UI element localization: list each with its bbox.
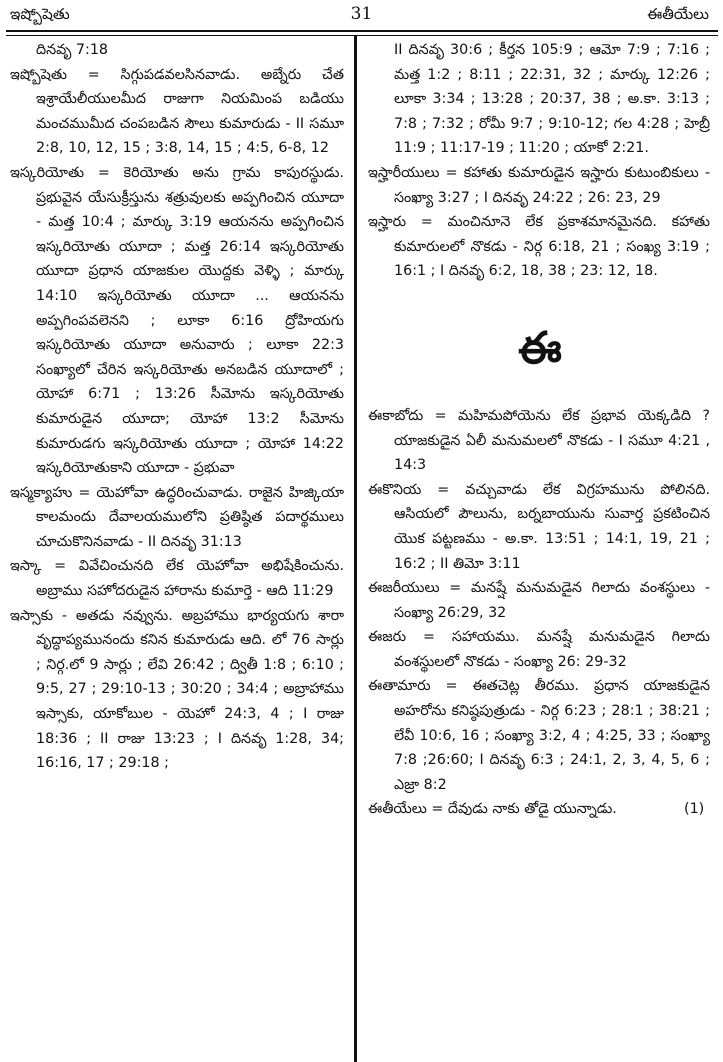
page-number: 31: [350, 4, 373, 24]
dictionary-entry: ఇస్కరియోతు = కెరియోతు అను గ్రామ కాపురస్థుడు. ప్రభువైన యేసుక్రీస్తును శత్రువులకు అప్పగించిన యూదా - మత్త 10:4 ; మార్కు 3:19 ఆయనను అప్పగించిన ఇస్కరియోతు యూదా ; మత్త 26:14 ఇస్కరియోతు యూదా ప్రధాన యాజకుల యొద్దకు వెళ్ళి ; మార్కు 14:10 ఇస్కరియోతు యూదా ... ఆయనను అప్పగింపవలెనని ; లూకా 6:16 ద్రోహియగు ఇస్కరియోతు యూదా అనువారు ; లూకా 22:3 సంఖ్యాలో చేరిన ఇస్కరియోతు అనబడిన యూదాలో ; యోహా 6:71 ; 13:26 సీమోను ఇస్కరియోతు కుమారుడైన యూదా; యోహా 13:2 సీమోను కుమారుడగు ఇస్కరియోతు యూదా ; యోహా 14:22 ఇస్కరియోతుకాని యూదా - ప్రభువా: [10, 164, 344, 477]
dictionary-entry-last: ఈతీయేలు = దేవుడు నాకు తోడై యున్నాడు. (1): [368, 801, 705, 818]
running-head-left: ఇష్బోషెతు: [10, 5, 70, 23]
dictionary-entry: ఇష్బోషెతు = సిగ్గుపడవలసినవాడు. అబ్నేరు చేత ఇశ్రాయేలీయులమీద రాజుగా నియమింప బడియు మంచముమీద చంపబడిన సౌలు కుమారుడు - II సమూ 2:8, 10, 12, 15 ; 3:8, 14, 15 ; 4:5, 6-8, 12: [10, 66, 344, 157]
header-rule-thin: [6, 35, 718, 36]
entry-continuation: దినవృ 7:18: [36, 42, 109, 58]
dictionary-entry: ఇస్హారీయులు = కహాతు కుమారుడైన ఇస్హారు కుటుంబికులు - సంఖ్యా 3:27 ; I దినవృ 24:22 ; 26: 23, 29: [368, 164, 710, 206]
section-letter-heading: ఈ: [518, 322, 560, 374]
running-head-right: ఈతీయేలు: [647, 5, 709, 23]
entry-text: ఈతీయేలు = దేవుడు నాకు తోడై యున్నాడు.: [368, 801, 617, 818]
dictionary-entry: ఈతామారు = ఈతచెట్ల తీరము. ప్రధాన యాజకుడైన అహరోను కనిష్ఠపుత్రుడు - నిర్గ 6:23 ; 28:1 ; 38:21 ; లేవీ 10:6, 16 ; సంఖ్యా 3:2, 4 ; 4:25, 33 ; సంఖ్యా 7:8 ;26:60; I దినవృ 6:3 ; 24:1, 2, 3, 4, 5, 6 ; ఎజ్రా 8:2: [368, 678, 710, 793]
dictionary-entry: ఈకాబోదు = మహిమపోయెను లేక ప్రభావ యెక్కడిది ? యాజకుడైన ఏలీ మనుమలలో నొకడు - I సమూ 4:21 , 14:3: [368, 407, 710, 474]
dictionary-entry: ఇస్కా = వివేచించునది లేక యెహోవా అభిషేకించును. అబ్రాము సహోదరుడైన హారాను కుమార్తె - ఆది 11:29: [10, 558, 344, 600]
left-column: [10, 38, 344, 776]
right-column: [368, 38, 710, 822]
dictionary-entry: ఈజరీయులు = మనష్షే మనుమడైన గిలాదు వంశస్థులు - సంఖ్యా 26:29, 32: [368, 580, 710, 621]
dictionary-entry: ఇస్సాకు - అతడు నవ్వును. అబ్రహాము భార్యయగు శారా వృద్ధాప్యమునందు కనిన కుమారుడు ఆది. లో 76 సార్లు ; నిర్గ.లో 9 సార్లు ; లేవి 26:42 ; ద్వితీ 1:8 ; 6:10 ; 9:5, 27 ; 29:10-13 ; 30:20 ; 34:4 ; అబ్రాహాము ఇస్సాకు, యాకోబుల - యెహో 24:3, 4 ; I రాజు 18:36 ; II రాజు 13:23 ; I దినవృ 1:28, 34; 16:16, 17 ; 29:18 ;: [10, 607, 344, 772]
entry-continuation: II దినవృ 30:6 ; కీర్తన 105:9 ; ఆమో 7:9 ; 7:16 ; మత్త 1:2 ; 8:11 ; 22:31, 32 ; మార్కు 12:26 ; లూకా 3:34 ; 13:28 ; 20:37, 38 ; అ.కా. 3:13 ; 7:8 ; 7:32 ; రోమీ 9:7 ; 9:10-12; గల 4:28 ; హెబ్రీ 11:9 ; 11:17-19 ; 11:20 ; యాకో 2:21.: [394, 42, 710, 157]
dictionary-entry: ఈజరు = సహాయము. మనష్షే మనుమడైన గిలాదు వంశస్థులలో నొకడు - సంఖ్యా 26: 29-32: [368, 629, 710, 670]
column-divider: [354, 35, 357, 1062]
header-rule-thick: [6, 30, 718, 32]
dictionary-entry: ఇస్హారు = మంచినూనె లేక ప్రకాశమానమైనది. కహాతు కుమారులలో నొకడు - నిర్గ 6:18, 21 ; సంఖ్య 3:19 ; 16:1 ; I దినవృ 6:2, 18, 38 ; 23: 12, 18.: [368, 214, 710, 280]
dictionary-entry: ఇస్మక్యాహు = యెహోవా ఉద్ధరించువాడు. రాజైన హిజ్కియా కాలమందు దేవాలయములోని ప్రతిష్ఠిత పదార్థములు చూచుకొనినవాడు - II దినవృ 31:13: [10, 484, 344, 550]
dictionary-entry: ఈకొనియ = వచ్చువాడు లేక విగ్రహమును పోలినది. ఆసియలో పౌలును, బర్నబాయును సువార్త ప్రకటించిన యొక పట్టణము - అ.కా. 13:51 ; 14:1, 19, 21 ; 16:2 ; II తిమో 3:11: [368, 481, 710, 572]
